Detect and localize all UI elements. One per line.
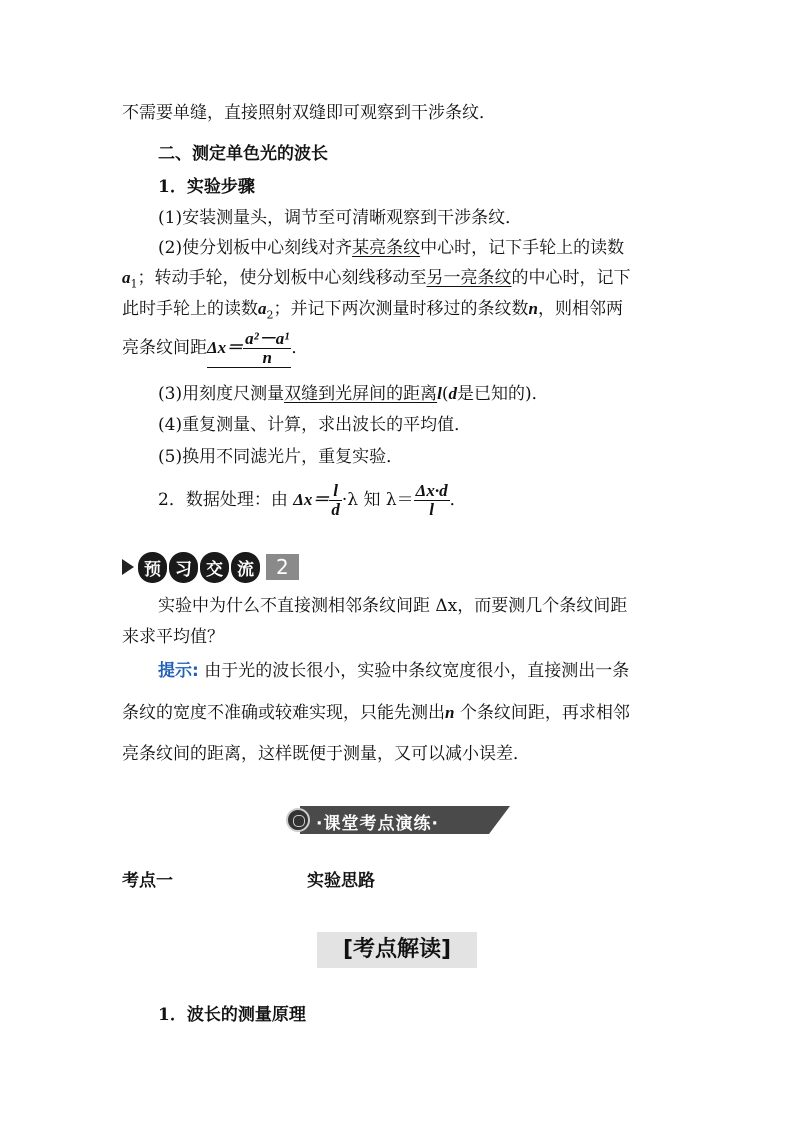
badge-number: 2 [266, 554, 299, 580]
kaodian-title: 实验思路 [307, 871, 375, 891]
section-title: 二、测定单色光的波长 [158, 144, 328, 164]
step-2-line-3: 此时手轮上的读数$a_2$；并记下两次测量时移过的条纹数n，则相邻两 [122, 299, 623, 322]
step-4: (4)重复测量、计算，求出波长的平均值． [158, 415, 472, 435]
question-line-1: 实验中为什么不直接测相邻条纹间距 Δx，而要测几个条纹间距 [158, 596, 628, 616]
step-2-line-4: 亮条纹间距Δx＝ $\frac{\text{a²－a¹}}{n}$ ． [122, 329, 309, 367]
paragraph-top: 不需要单缝，直接照射双缝即可观察到干涉条纹． [122, 103, 496, 123]
preview-exchange-badge: 预 习 交 流 2 [122, 552, 299, 582]
hint-line-3: 亮条纹间的距离，这样既便于测量，又可以减小误差． [122, 744, 530, 764]
list-item-1: 1．波长的测量原理 [158, 1005, 306, 1025]
formula-lhs: Δx＝ [207, 338, 244, 357]
step-2-line-1: (2)使分划板中心刻线对齐某亮条纹中心时，记下手轮上的读数 [158, 238, 625, 258]
hint-label: 提示: [158, 661, 199, 681]
kaodian-label: 考点一 [122, 871, 173, 891]
formula-fraction: $\frac{\text{a²－a¹}}{n}$ [245, 329, 290, 367]
step-1: (1)安装测量头，调节至可清晰观察到干涉条纹． [158, 208, 523, 228]
step-3: (3)用刻度尺测量双缝到光屏间的距离l(d是已知的)． [158, 384, 549, 404]
hint-line-2: 条纹的宽度不准确或较难实现，只能先测出n 个条纹间距，再求相邻 [122, 703, 630, 723]
fraction-wavelength: $\frac{\Delta x\cdot d}{l}$ [415, 481, 448, 519]
steps-heading: 1．实验步骤 [158, 177, 255, 197]
globe-icon [286, 808, 310, 832]
hint-line-1: 提示: 由于光的波长很小，实验中条纹宽度很小，直接测出一条 [158, 661, 630, 681]
step-2-line-2: $a_1$；转动手轮，使分划板中心刻线移动至另一亮条纹的中心时，记下 [122, 268, 631, 291]
step-5: (5)换用不同滤光片，重复实验． [158, 447, 404, 467]
arrow-icon [122, 559, 134, 575]
class-practice-banner: ·课堂考点演练· [286, 806, 512, 834]
fraction-l-over-d: $\frac{l}{d}$ [331, 481, 340, 519]
data-processing: 2．数据处理：由 Δx＝ $\frac{l}{d}$ ·λ 知 λ＝ $\frac{\Delta x\cdot d}{l}$ ． [158, 481, 467, 519]
question-line-2: 来求平均值？ [122, 627, 224, 647]
section-heading-box: [考点解读] [317, 932, 477, 968]
